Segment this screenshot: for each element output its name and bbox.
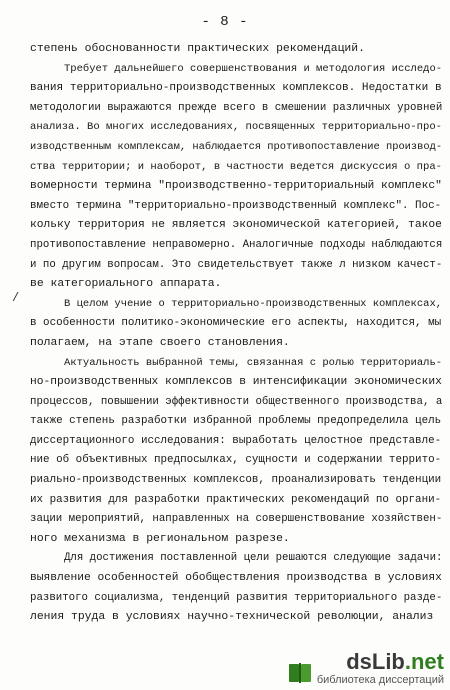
margin-mark: / — [12, 291, 20, 305]
page-number: - 8 - — [201, 14, 249, 30]
text-line: зации мероприятий, направленных на совершенствование хозяйствен- — [30, 513, 443, 526]
text-line: вания территориально-производственных комплексов. Недостатки в — [30, 82, 442, 95]
text-line: ве категориального аппарата. — [30, 278, 222, 291]
text-line: их развития для разработки практических рекомендаций по органи- — [30, 493, 442, 506]
watermark-brand — [346, 651, 444, 673]
text-line: противопоставление неправомерно. Аналогичные подходы наблюдаются — [30, 238, 443, 251]
text-line: развитого социализма, тенденций развития территориального разде- — [30, 591, 443, 604]
text-line: процессов, повышении эффективности общественного производства, а — [30, 395, 443, 408]
text-line: и по другим вопросам. Это свидетельствует также л низком качест- — [30, 258, 443, 271]
text-line: вместо термина "территориально-производственный комплекс". Пос- — [30, 199, 442, 212]
text-line: ства территории; и наоборот, в частности ведется дискуссия о пра- — [30, 160, 443, 173]
watermark-text — [317, 651, 444, 686]
text-line: кольку территория не является экономической категорией, такое — [30, 219, 442, 232]
watermark-caption: библиотека диссертаций — [316, 674, 444, 686]
text-line: анализа. Во многих исследованиях, посвященных территориально-про- — [30, 121, 443, 134]
body-text — [30, 40, 442, 628]
text-line: в особенности политико-экономические его аспекты, находится, мы — [30, 317, 442, 330]
watermark — [287, 651, 444, 686]
watermark-brand-main: dsLib — [346, 649, 405, 674]
text-line: ления труда в условиях научно-технической революции, анализ — [30, 611, 434, 624]
text-line: Актуальность выбранной темы, связанная с ролью территориаль- — [64, 356, 443, 369]
text-line: методологии выражаются прежде всего в смешении различных уровней — [30, 101, 443, 114]
book-logo-icon — [287, 660, 313, 686]
text-line: ного механизма в региональном разрезе. — [30, 532, 290, 545]
text-line: ние об объективных предпосылках, сущности и содержании террито- — [30, 454, 442, 467]
text-line: риально-производственных комплексов, проанализировать тенденции — [30, 474, 442, 487]
text-line: вомерности термина "производственно-территориальный комплекс" — [30, 180, 442, 193]
text-line: но-производственных комплексов в интенсификации экономических — [30, 376, 442, 389]
text-line: Для достижения поставленной цели решаются следующие задачи: — [64, 552, 443, 565]
text-line: Требует дальнейшего совершенствования и методология исследо- — [64, 62, 443, 75]
text-line: В целом учение о территориально-производственных комплексах, — [64, 297, 443, 310]
text-line: также степень разработки избранной проблемы предопределила цель — [30, 415, 442, 428]
watermark-brand-accent: .net — [404, 649, 444, 674]
text-line: степень обоснованности практических рекомендаций. — [30, 43, 365, 55]
text-line: выявление особенностей обобществления производства в условиях — [30, 572, 442, 585]
text-line: диссертационного исследования: выработать целостное представле- — [30, 434, 442, 447]
text-line: полагаем, на этапе своего становления. — [30, 336, 290, 349]
text-line: изводственным комплексам, наблюдается противопоставление производ- — [30, 140, 443, 153]
